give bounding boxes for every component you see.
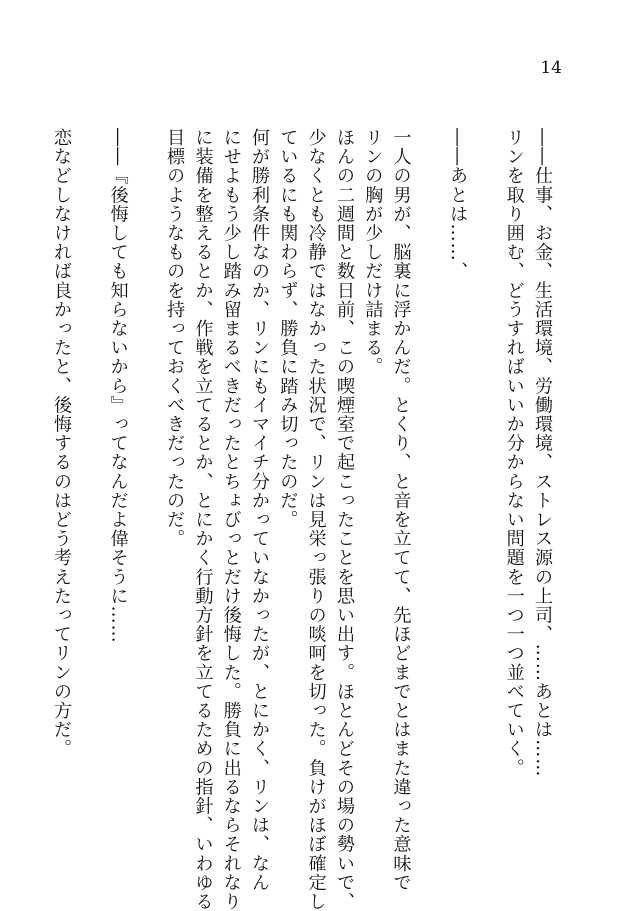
- page-number: 14: [540, 58, 562, 78]
- text-line: 少なくとも冷静ではなかった状況で、リンは見栄っ張りの啖呵を切った。負けがほぼ確定し: [305, 128, 327, 911]
- text-line: 目標のようなものを持っておくべきだったのだ。: [164, 128, 186, 549]
- text-line: [132, 128, 160, 868]
- text-line: [75, 128, 103, 868]
- text-line: ――仕事、お金、生活環境、労働環境、ストレス源の上司、……あとは……: [532, 128, 553, 778]
- text-line: リンを取り囲む、どうすればいいか分からない問題を一つ一つ並べていく。: [503, 128, 525, 778]
- text-line: にせよもう少し踏み留まるべきだったとちょびっとだけ後悔した。勝負に出るならそれなり: [220, 128, 242, 911]
- text-line: [415, 128, 443, 868]
- text-line: 一人の男が、脳裏に浮かんだ。とくり、と音を立てて、先ほどまでとはまた違った意味で: [390, 128, 412, 892]
- text-line: ――あとは……、: [447, 128, 469, 281]
- vertical-text-body: [50, 128, 556, 911]
- text-line: 何が勝利条件なのか、リンにもイマイチ分かっていなかったが、とにかく、リンは、なん: [249, 128, 271, 892]
- text-line: ――『後悔しても知らないから』ってなんだよ偉そうに……: [107, 128, 129, 644]
- text-line: [471, 128, 499, 868]
- text-line: ているにも関わらず、勝負に踏み切ったのだ。: [277, 128, 299, 530]
- text-line: 恋などしなければ良かったと、後悔するのはどう考えたってリンの方だ。: [50, 128, 72, 759]
- text-line: ほんの二週間と数日前、この喫煙室で起こったことを思い出す。ほとんどその場の勢いで、: [333, 128, 355, 911]
- text-line: に装備を整えるとか、作戦を立てるとか、とにかく行動方針を立てるための指針、いわゆる: [192, 128, 214, 911]
- text-line: リンの胸が少しだけ詰まる。: [362, 128, 384, 377]
